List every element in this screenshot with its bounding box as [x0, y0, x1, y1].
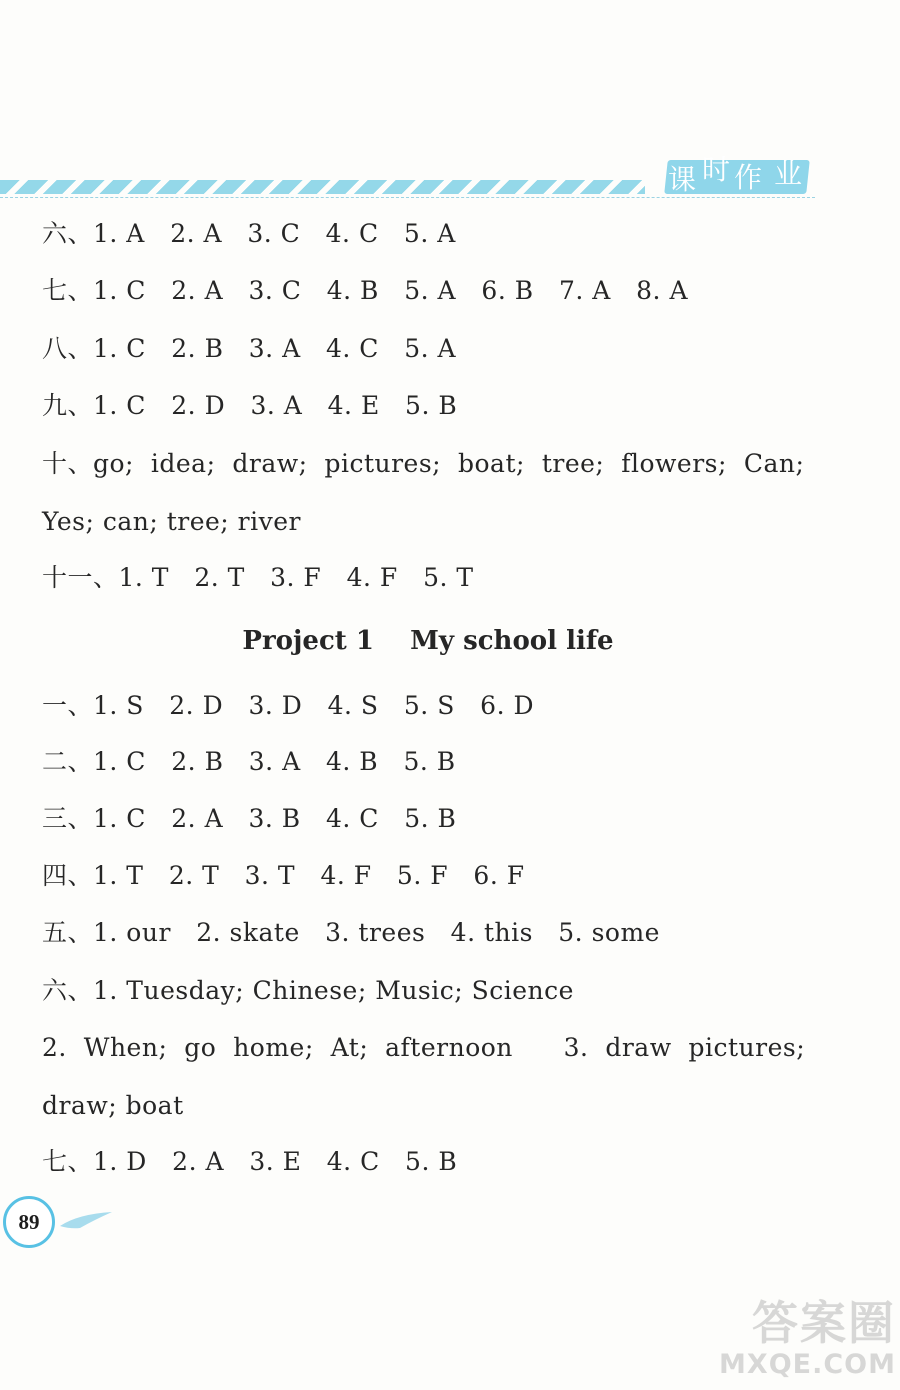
- header-rule: [0, 197, 815, 198]
- answer-line: 八、1. C 2. B 3. A 4. C 5. A: [42, 334, 457, 363]
- badge-char-3: 作: [734, 161, 763, 194]
- badge-char-4: 业: [774, 157, 803, 190]
- answer-line: 十、go; idea; draw; pictures; boat; tree; flowers; Can;: [42, 449, 805, 478]
- section-title: Project 1 My school life: [242, 626, 614, 656]
- answer-line: 十一、1. T 2. T 3. F 4. F 5. T: [42, 563, 474, 592]
- answer-line: 六、1. A 2. A 3. C 4. C 5. A: [42, 219, 456, 248]
- answer-line: 九、1. C 2. D 3. A 4. E 5. B: [42, 391, 458, 420]
- watermark-logo: [718, 1298, 896, 1386]
- header-stripe: [0, 180, 645, 194]
- answer-line: 七、1. D 2. A 3. E 4. C 5. B: [42, 1147, 458, 1176]
- answer-line: 二、1. C 2. B 3. A 4. B 5. B: [42, 747, 456, 776]
- answer-line: 六、1. Tuesday; Chinese; Music; Science: [42, 976, 574, 1005]
- answer-line: 2. When; go home; At; afternoon 3. draw pictures;: [42, 1033, 806, 1062]
- page-number: 89: [3, 1196, 55, 1248]
- badge-char-2: 时: [702, 153, 731, 186]
- watermark-top-text: 答案圈: [752, 1296, 896, 1350]
- answer-line: 七、1. C 2. A 3. C 4. B 5. A 6. B 7. A 8. A: [42, 276, 688, 305]
- answer-line: 四、1. T 2. T 3. T 4. F 5. F 6. F: [42, 861, 525, 890]
- answer-line: 三、1. C 2. A 3. B 4. C 5. B: [42, 804, 457, 833]
- watermark-bottom-text: MXQE.COM: [719, 1349, 896, 1380]
- answer-line: 五、1. our 2. skate 3. trees 4. this 5. some: [42, 918, 660, 947]
- badge-char-1: 课: [668, 163, 697, 196]
- header-badge: [662, 152, 812, 196]
- footer-swoosh-icon: [58, 1208, 114, 1230]
- answer-line: draw; boat: [42, 1091, 184, 1120]
- answer-line: Yes; can; tree; river: [42, 507, 301, 536]
- answer-line: 一、1. S 2. D 3. D 4. S 5. S 6. D: [42, 691, 535, 720]
